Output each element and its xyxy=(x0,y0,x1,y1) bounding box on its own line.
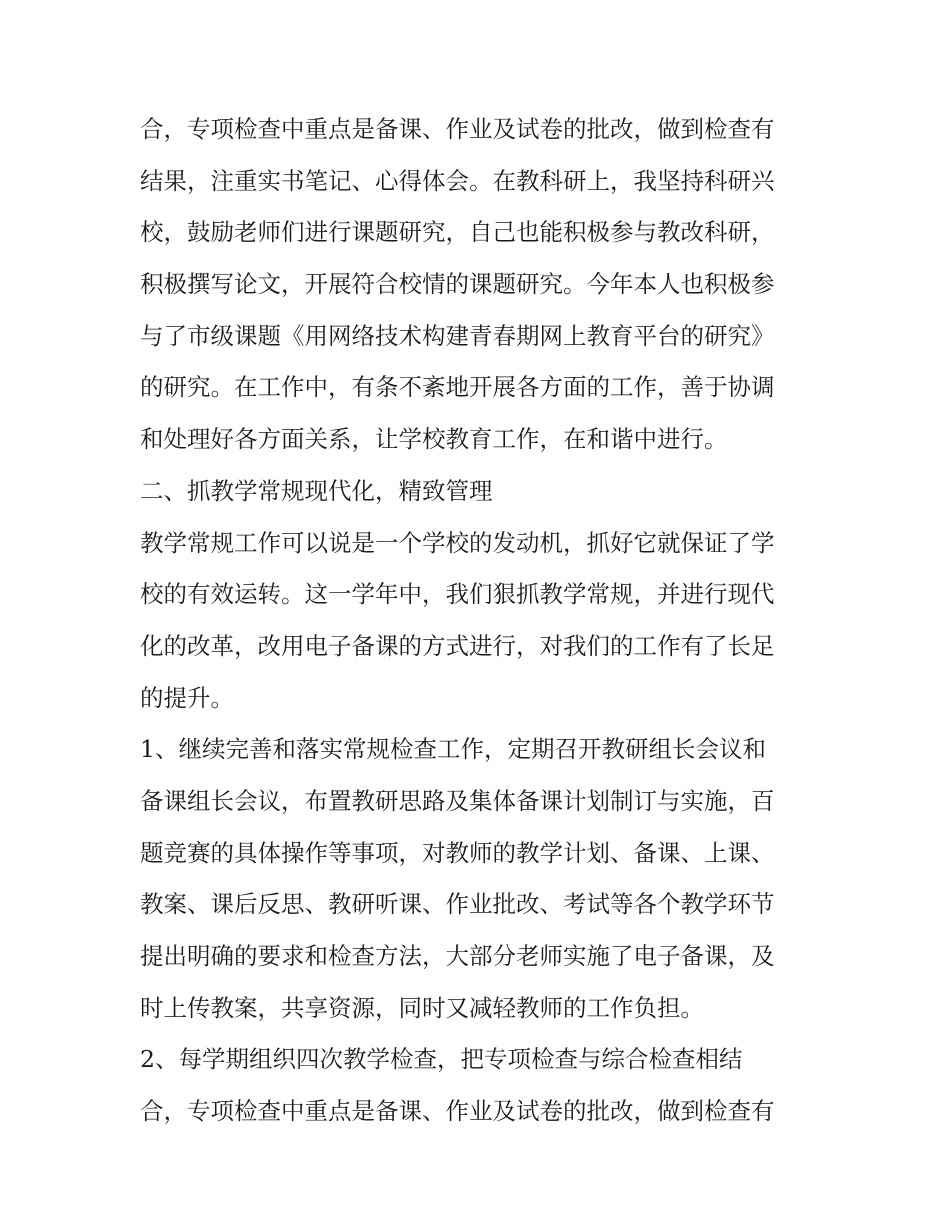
text-line: 结果，注重实书笔记、心得体会。在教科研上，我坚持科研兴 xyxy=(140,166,775,195)
text-line: 合，专项检查中重点是备课、作业及试卷的批改，做到检查有 xyxy=(140,1097,775,1126)
section-heading: 二、抓教学常规现代化，精致管理 xyxy=(140,476,493,505)
text-line: 的提升。 xyxy=(140,683,234,712)
text-line: 校的有效运转。这一学年中，我们狠抓教学常规，并进行现代 xyxy=(140,580,775,609)
text-line: 提出明确的要求和检查方法，大部分老师实施了电子备课，及 xyxy=(140,942,775,970)
text-line: 校，鼓励老师们进行课题研究，自己也能积极参与教改科研， xyxy=(140,218,775,247)
text-line: 的研究。在工作中，有条不紊地开展各方面的工作，善于协调 xyxy=(140,373,775,402)
list-item-2-line: 2、每学期组织四次教学检查，把专项检查与综合检查相结 xyxy=(140,1045,743,1074)
text-line: 合，专项检查中重点是备课、作业及试卷的批改，做到检查有 xyxy=(140,115,775,143)
document-body xyxy=(140,104,820,1138)
text-line: 题竞赛的具体操作等事项，对教师的教学计划、备课、上课、 xyxy=(140,838,775,867)
text-line: 教案、课后反思、教研听课、作业批改、考试等各个教学环节 xyxy=(140,890,775,919)
text-line: 化的改革，改用电子备课的方式进行，对我们的工作有了长足 xyxy=(140,631,775,660)
text-line: 和处理好各方面关系，让学校教育工作，在和谐中进行。 xyxy=(140,425,728,454)
text-line: 积极撰写论文，开展符合校情的课题研究。今年本人也积极参 xyxy=(140,270,775,299)
text-line: 时上传教案，共享资源，同时又减轻教师的工作负担。 xyxy=(140,993,704,1022)
text-line: 教学常规工作可以说是一个学校的发动机，抓好它就保证了学 xyxy=(140,528,775,557)
text-line: 与了市级课题《用网络技术构建青春期网上教育平台的研究》 xyxy=(140,321,775,350)
text-line: 备课组长会议，布置教研思路及集体备课计划制订与实施，百 xyxy=(140,786,775,815)
list-item-1-line: 1、继续完善和落实常规检查工作，定期召开教研组长会议和 xyxy=(140,735,766,764)
